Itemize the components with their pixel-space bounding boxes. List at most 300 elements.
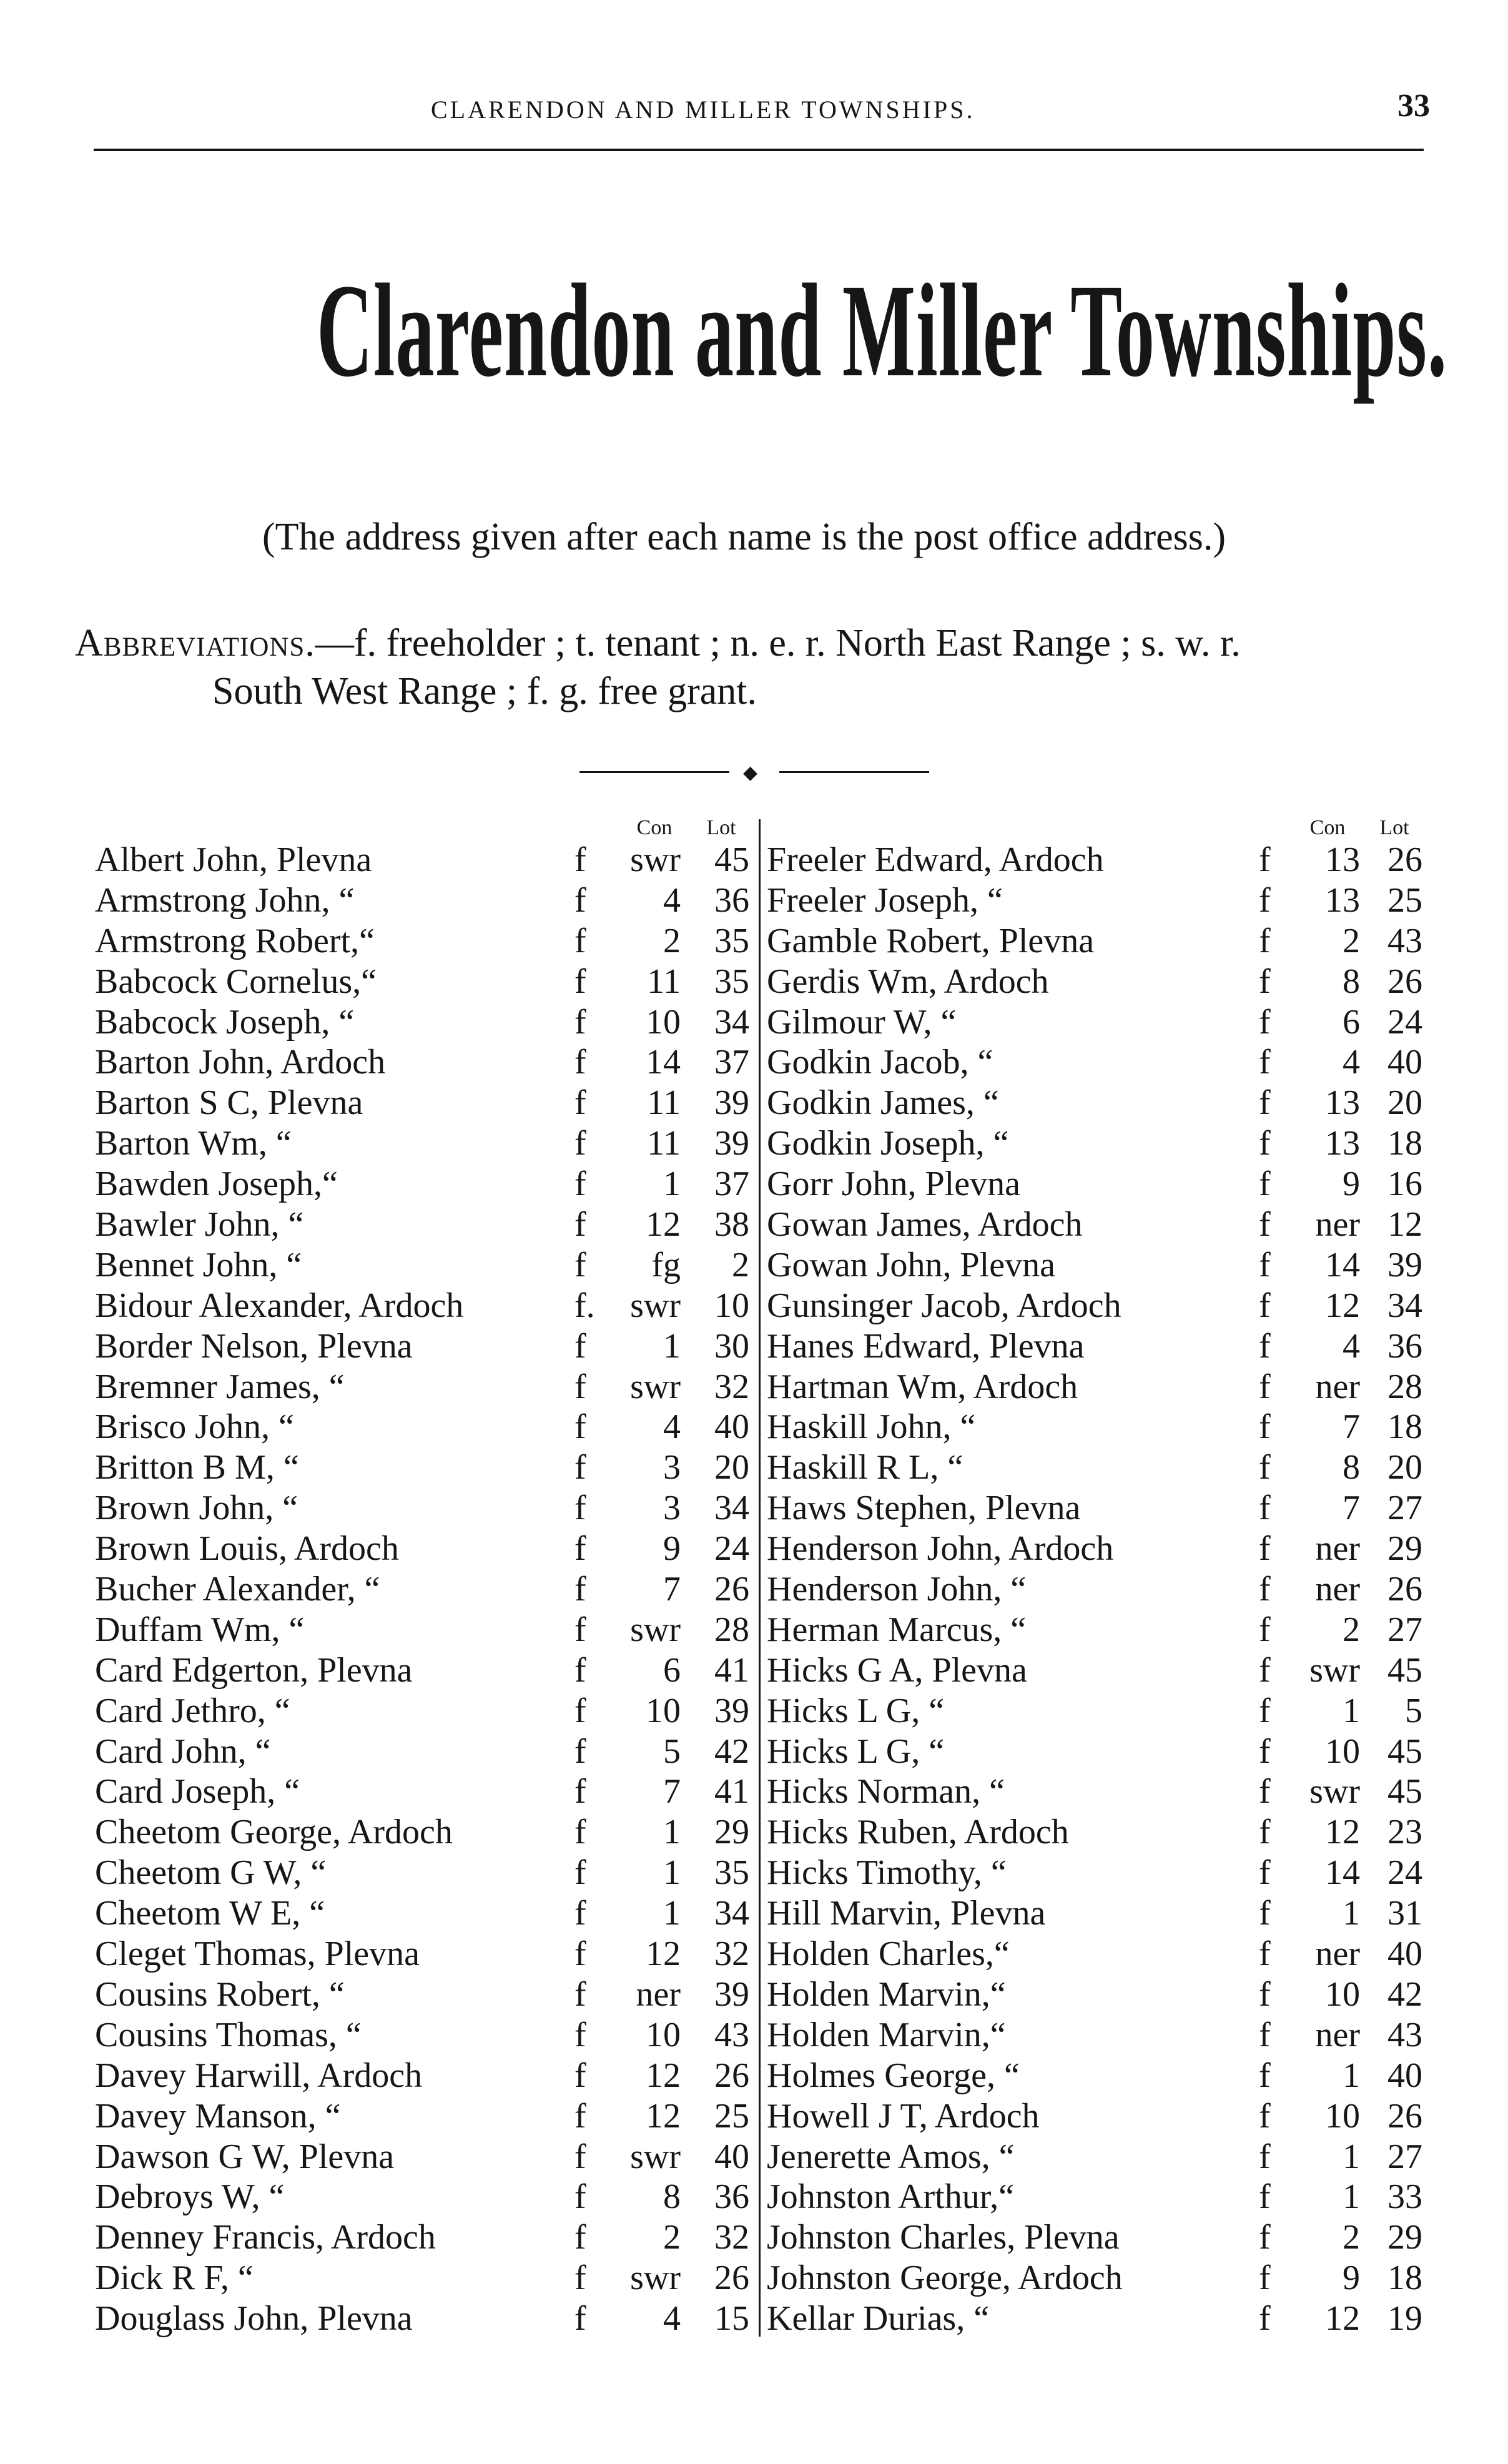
directory-entry [761,962,1435,1002]
directory-entry [761,1164,1435,1205]
entry-name: Bawden Joseph,“ [95,1165,338,1204]
entry-status: f [1259,1650,1271,1690]
entry-status: f [574,1974,586,2014]
directory-entry [87,1812,762,1853]
entry-name: Border Nelson, Plevna [95,1326,413,1366]
entry-con: swr [1309,1650,1360,1690]
entry-con: 11 [647,1124,681,1163]
entry-status: f [1259,1894,1271,1933]
directory-entry [87,2258,762,2299]
entry-con: 1 [1343,1691,1360,1730]
entry-con: 10 [646,1002,681,1042]
entry-con: 3 [663,1489,681,1528]
entry-lot: 26 [1387,962,1422,1001]
directory-entry [87,1732,762,1772]
directory-entry [761,2217,1435,2258]
entry-name: Gowan John, Plevna [767,1245,1055,1284]
entry-status: f [574,1691,586,1730]
directory-entry [87,2177,762,2217]
entry-con: 1 [663,1326,681,1366]
entry-con: 6 [663,1650,681,1690]
entry-lot: 45 [1387,1732,1422,1771]
entry-name: Kellar Durias, “ [767,2299,990,2338]
entry-name: Godkin Jacob, “ [767,1043,993,1082]
entry-lot: 35 [714,1853,749,1893]
entry-status: f [574,2177,586,2217]
entry-lot: 16 [1387,1165,1422,1204]
directory-entry [761,2258,1435,2299]
directory-entry [761,1812,1435,1853]
entry-status: f [574,1165,586,1204]
entry-status: f [574,1083,586,1123]
entry-lot: 28 [714,1610,749,1649]
entry-lot: 24 [714,1529,749,1569]
entry-status: f [574,2015,586,2054]
directory-entry [761,1569,1435,1610]
entry-con: 12 [646,1205,681,1244]
left-column [87,815,762,2339]
directory-entry [87,1286,762,1326]
entry-lot: 42 [714,1732,749,1771]
entry-name: Gilmour W, “ [767,1002,957,1042]
entry-lot: 28 [1387,1367,1422,1406]
entry-lot: 25 [714,2096,749,2136]
directory-entry [87,1569,762,1610]
directory-entry [87,2217,762,2258]
entry-lot: 26 [714,2056,749,2095]
entry-con: 10 [1325,1732,1360,1771]
entry-lot: 29 [714,1813,749,1852]
entry-name: Hicks Timothy, “ [767,1853,1007,1893]
entry-lot: 39 [714,1691,749,1730]
entry-con: 10 [646,1691,681,1730]
entry-con: 12 [1325,1813,1360,1852]
directory-entry [761,1042,1435,1083]
entry-con: 12 [646,2056,681,2095]
diamond-icon: ◆ [743,762,758,783]
entry-status: f [574,1934,586,1974]
entry-name: Card Joseph, “ [95,1772,300,1811]
entry-name: Freeler Edward, Ardoch [767,840,1104,879]
entry-status: f [574,1732,586,1771]
entry-name: Henderson John, “ [767,1570,1027,1609]
entry-con: 11 [647,962,681,1001]
entry-con: swr [630,2137,681,2176]
entry-status: f [1259,1610,1271,1649]
entry-lot: 38 [714,1205,749,1244]
entry-lot: 35 [714,962,749,1001]
directory-entry [87,1083,762,1123]
entry-status: f [574,1894,586,1933]
entry-status: f [1259,1083,1271,1123]
entry-status: f [1259,2137,1271,2176]
entry-lot: 24 [1387,1002,1422,1042]
entry-name: Hartman Wm, Ardoch [767,1367,1078,1406]
entry-con: 4 [1343,1326,1360,1366]
entry-status: f [1259,1570,1271,1609]
entry-con: 10 [1325,1974,1360,2014]
entry-con: 14 [1325,1853,1360,1893]
entry-name: Bawler John, “ [95,1205,304,1244]
entry-lot: 25 [1387,880,1422,920]
entry-name: Holden Marvin,“ [767,1974,1006,2014]
directory-entry [761,1205,1435,1245]
entry-con: 10 [1325,2096,1360,2136]
entry-lot: 18 [1387,1124,1422,1163]
directory-entry [87,2015,762,2056]
entry-lot: 29 [1387,2218,1422,2257]
entry-con: 1 [1343,2056,1360,2095]
entry-status: f [574,1853,586,1893]
abbreviations-line-1 [75,621,1467,666]
entry-name: Albert John, Plevna [95,840,372,879]
directory-entry [761,2056,1435,2096]
directory-entry [87,921,762,962]
running-title: CLARENDON AND MILLER TOWNSHIPS. [431,96,975,124]
directory-entry [87,1042,762,1083]
entry-lot: 45 [714,840,749,879]
directory-entry [761,1732,1435,1772]
directory-entry [87,1123,762,1164]
right-column [761,815,1435,2339]
entry-name: Gerdis Wm, Ardoch [767,962,1049,1001]
entry-name: Godkin Joseph, “ [767,1124,1009,1163]
directory-entry [761,1529,1435,1569]
entry-con: swr [630,1286,681,1325]
entry-status: f [1259,840,1271,879]
entry-status: f [574,2137,586,2176]
directory-entry [761,2096,1435,2137]
entry-status: f [574,1570,586,1609]
directory-entry [761,2299,1435,2339]
entry-con: 9 [1343,1165,1360,1204]
entry-name: Hicks G A, Plevna [767,1650,1027,1690]
entry-status: f [1259,921,1271,960]
entry-status: f [1259,1853,1271,1893]
entry-lot: 27 [1387,1610,1422,1649]
ornament-divider [579,762,929,783]
entry-status: f [1259,1245,1271,1284]
entry-con: 7 [663,1570,681,1609]
entry-name: Barton John, Ardoch [95,1043,386,1082]
entry-lot: 41 [714,1772,749,1811]
entry-status: f [1259,1367,1271,1406]
entry-lot: 40 [714,2137,749,2176]
entry-status: f [1259,1448,1271,1487]
entry-name: Douglass John, Plevna [95,2299,413,2338]
lot-header: Lot [1379,816,1409,839]
entry-name: Gorr John, Plevna [767,1165,1020,1204]
entry-con: 2 [1343,921,1360,960]
entry-con: 1 [663,1894,681,1933]
directory-entry [761,1772,1435,1812]
entry-con: 1 [1343,1894,1360,1933]
header-rule [94,149,1424,151]
entry-name: Barton Wm, “ [95,1124,292,1163]
entry-name: Cheetom G W, “ [95,1853,327,1893]
entry-name: Gunsinger Jacob, Ardoch [767,1286,1121,1325]
entry-status: f [1259,1002,1271,1042]
entry-con: ner [1315,1367,1360,1406]
directory-entry [87,2056,762,2096]
directory-entry [87,840,762,880]
entry-name: Cleget Thomas, Plevna [95,1934,420,1974]
entry-name: Bennet John, “ [95,1245,302,1284]
entry-lot: 18 [1387,2259,1422,2298]
entry-lot: 39 [1387,1245,1422,1284]
entry-status: f [1259,2299,1271,2338]
directory-entry [761,1853,1435,1893]
directory-entry [87,1407,762,1447]
directory-entry [761,921,1435,962]
entry-status: f [574,2056,586,2095]
entry-name: Davey Manson, “ [95,2096,341,2136]
entry-name: Brown John, “ [95,1489,298,1528]
entry-status: f [574,1813,586,1852]
directory-entry [761,1691,1435,1732]
directory-entry [87,1245,762,1286]
entry-name: Hill Marvin, Plevna [767,1894,1046,1933]
entry-lot: 20 [1387,1083,1422,1123]
entry-name: Freeler Joseph, “ [767,880,1003,920]
entry-name: Holden Marvin,“ [767,2015,1006,2054]
entry-status: f [1259,1691,1271,1730]
abbreviations-text-1: —f. freeholder ; t. tenant ; n. e. r. North East Range ; s. w. r. [315,622,1241,664]
abbreviations-label: Abbreviations. [75,622,315,664]
entry-con: 7 [1343,1489,1360,1528]
right-entry-list [761,840,1435,2339]
right-column-header [761,815,1435,840]
entry-lot: 26 [714,2259,749,2298]
directory-entry [87,2299,762,2339]
entry-con: 7 [663,1772,681,1811]
entry-status: f [574,2299,586,2338]
running-head [81,87,1430,131]
entry-con: 12 [1325,2299,1360,2338]
entry-con: 9 [663,1529,681,1569]
entry-status: f [1259,2096,1271,2136]
entry-status: f [1259,880,1271,920]
entry-name: Davey Harwill, Ardoch [95,2056,423,2095]
entry-con: 13 [1325,840,1360,879]
left-entry-list [87,840,762,2339]
directory-entry [87,1164,762,1205]
entry-name: Dawson G W, Plevna [95,2137,395,2176]
entry-status: f [574,2218,586,2257]
entry-lot: 40 [1387,1043,1422,1082]
entry-status: f [574,1448,586,1487]
directory-entry [87,1934,762,1974]
entry-status: f [1259,1489,1271,1528]
entry-con: 14 [646,1043,681,1082]
entry-con: ner [1315,1205,1360,1244]
directory-entry [761,2137,1435,2177]
entry-lot: 35 [714,921,749,960]
entry-name: Card Jethro, “ [95,1691,290,1730]
entry-status: f [1259,1124,1271,1163]
entry-name: Henderson John, Ardoch [767,1529,1114,1569]
entry-con: 6 [1343,1002,1360,1042]
page-title: Clarendon and Miller Townships. [317,257,1448,405]
entry-name: Babcock Cornelus,“ [95,962,377,1001]
entry-name: Bidour Alexander, Ardoch [95,1286,464,1325]
entry-name: Howell J T, Ardoch [767,2096,1040,2136]
entry-lot: 27 [1387,2137,1422,2176]
entry-lot: 34 [714,1002,749,1042]
entry-name: Cheetom W E, “ [95,1894,325,1933]
directory-entry [87,2137,762,2177]
entry-status: f [574,1367,586,1406]
entry-lot: 39 [714,1124,749,1163]
address-note: (The address given after each name is the post office address.) [262,516,1226,558]
entry-status: f [574,1245,586,1284]
con-header: Con [636,816,673,839]
entry-con: 14 [1325,1245,1360,1284]
entry-name: Dick R F, “ [95,2259,254,2298]
entry-con: 1 [1343,2137,1360,2176]
entry-lot: 40 [1387,1934,1422,1974]
entry-con: ner [1315,1529,1360,1569]
entry-con: ner [1315,1570,1360,1609]
entry-lot: 32 [714,1367,749,1406]
entry-name: Godkin James, “ [767,1083,999,1123]
entry-status: f [1259,1772,1271,1811]
entry-name: Johnston Charles, Plevna [767,2218,1120,2257]
entry-status: f [574,1650,586,1690]
entry-name: Debroys W, “ [95,2177,285,2217]
entry-con: 7 [1343,1407,1360,1447]
entry-lot: 39 [714,1974,749,2014]
entry-con: 4 [663,1407,681,1447]
page-number: 33 [1397,88,1430,124]
ornament-rule-right [779,771,929,773]
entry-name: Card Edgerton, Plevna [95,1650,413,1690]
entry-con: 2 [1343,1610,1360,1649]
directory-entry [87,1691,762,1732]
directory-entry [761,840,1435,880]
entry-name: Denney Francis, Ardoch [95,2218,436,2257]
entry-lot: 20 [1387,1448,1422,1487]
entry-lot: 37 [714,1165,749,1204]
directory-entry [87,1002,762,1043]
entry-lot: 26 [1387,2096,1422,2136]
entry-con: 8 [663,2177,681,2217]
directory-entry [761,1893,1435,1934]
entry-status: f [1259,1326,1271,1366]
entry-lot: 39 [714,1083,749,1123]
entry-status: f [1259,1165,1271,1204]
entry-con: 1 [663,1853,681,1893]
entry-con: swr [630,1610,681,1649]
entry-name: Card John, “ [95,1732,271,1771]
entry-name: Brown Louis, Ardoch [95,1529,399,1569]
entry-status: f [574,1326,586,1366]
directory-entry [87,1447,762,1488]
entry-lot: 43 [714,2015,749,2054]
entry-lot: 15 [714,2299,749,2338]
entry-con: 2 [663,921,681,960]
entry-name: Cousins Robert, “ [95,1974,345,2014]
directory-entry [761,1488,1435,1529]
entry-con: 8 [1343,962,1360,1001]
entry-name: Armstrong John, “ [95,880,355,920]
entry-con: 2 [1343,2218,1360,2257]
directory-entry [87,1610,762,1650]
directory-entry [761,880,1435,921]
directory-entry [87,1772,762,1812]
entry-name: Babcock Joseph, “ [95,1002,355,1042]
entry-name: Duffam Wm, “ [95,1610,305,1649]
entry-lot: 36 [714,880,749,920]
entry-status: f [574,880,586,920]
directory-entry [87,1367,762,1407]
entry-name: Hicks Ruben, Ardoch [767,1813,1069,1852]
entry-status: f [574,2096,586,2136]
entry-lot: 32 [714,2218,749,2257]
entry-status: f [1259,1043,1271,1082]
entry-status: f [1259,2177,1271,2217]
directory-entry [761,1650,1435,1691]
entry-name: Britton B M, “ [95,1448,299,1487]
entry-con: 12 [646,2096,681,2136]
entry-con: ner [1315,2015,1360,2054]
entry-status: f. [574,1286,595,1325]
directory-entry [87,1650,762,1691]
entry-name: Holmes George, “ [767,2056,1020,2095]
entry-status: f [1259,1286,1271,1325]
entry-name: Holden Charles,“ [767,1934,1010,1974]
entry-lot: 36 [1387,1326,1422,1366]
entry-lot: 40 [1387,2056,1422,2095]
entry-name: Haskill R L, “ [767,1448,963,1487]
entry-con: 13 [1325,1124,1360,1163]
directory-entry [87,1488,762,1529]
entry-lot: 20 [714,1448,749,1487]
entry-name: Haws Stephen, Plevna [767,1489,1081,1528]
directory-entry [761,1447,1435,1488]
directory-entry [761,1974,1435,2015]
entry-name: Hicks L G, “ [767,1732,945,1771]
entry-status: f [574,1772,586,1811]
directory-entry [87,1326,762,1367]
entry-name: Hicks L G, “ [767,1691,945,1730]
entry-con: 4 [1343,1043,1360,1082]
entry-name: Johnston Arthur,“ [767,2177,1014,2217]
lot-header: Lot [706,816,736,839]
entry-con: 12 [1325,1286,1360,1325]
directory-entry [87,1529,762,1569]
entry-name: Hanes Edward, Plevna [767,1326,1085,1366]
entry-name: Gamble Robert, Plevna [767,921,1095,960]
directory-entry [761,1610,1435,1650]
entry-status: f [1259,962,1271,1001]
directory-entry [761,1245,1435,1286]
ornament-rule-left [579,771,729,773]
abbreviations-line-2: South West Range ; f. g. free grant. [212,670,757,712]
entry-lot: 27 [1387,1489,1422,1528]
entry-con: 10 [646,2015,681,2054]
entry-lot: 24 [1387,1853,1422,1893]
entry-con: swr [630,2259,681,2298]
entry-name: Jenerette Amos, “ [767,2137,1015,2176]
entry-status: f [1259,1205,1271,1244]
entry-lot: 36 [714,2177,749,2217]
entry-lot: 23 [1387,1813,1422,1852]
entry-con: 13 [1325,880,1360,920]
entry-lot: 5 [1405,1691,1422,1730]
entry-lot: 34 [714,1894,749,1933]
entry-lot: 40 [714,1407,749,1447]
